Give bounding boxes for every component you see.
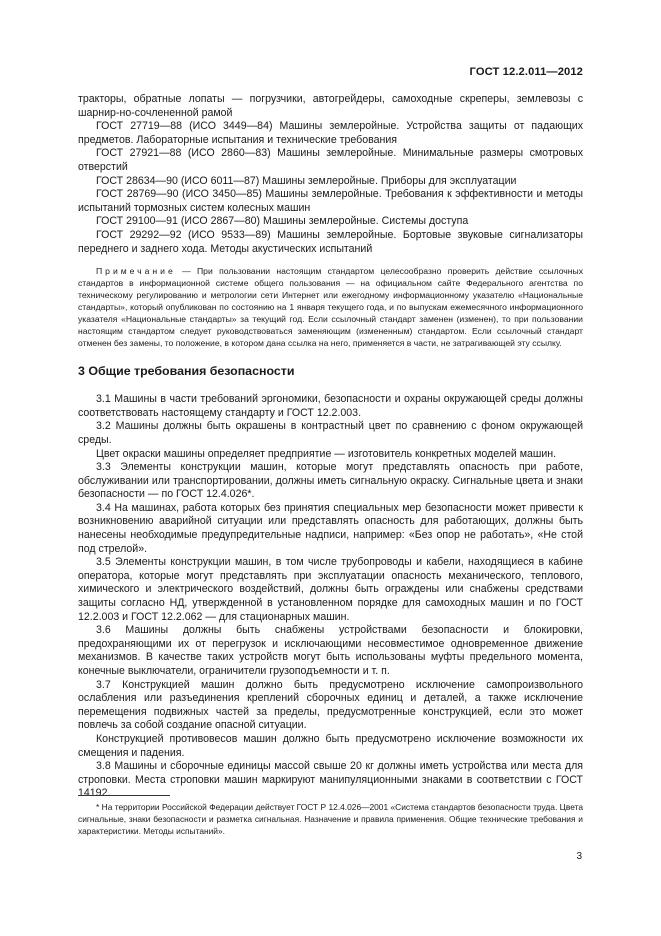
section-paragraph: 3.6 Машины должны быть снабжены устройствами безопасности и блокировки, предохраняющими их от перегрузок и исключающими несовместимое одновременное движение механизмов. В качестве таких устройств могут быть использованы муфты предельного момента, конечные выключатели, ограничители грузоподъемности и т. п. <box>78 624 583 677</box>
reference-item: ГОСТ 27921—88 (ИСО 2860—83) Машины землеройные. Минимальные размеры смотровых отверстий <box>78 147 583 173</box>
reference-item: ГОСТ 29100—91 (ИСО 2867—80) Машины землеройные. Системы доступа <box>96 215 469 228</box>
reference-item: ГОСТ 28769—90 (ИСО 3450—85) Машины землеройные. Требования к эффективности и методы испытаний тормозных систем колесных машин <box>78 188 583 214</box>
section-paragraph: Цвет окраски машины определяет предприятие — изготовитель конкретных моделей машин. <box>96 447 557 460</box>
section-title: 3 Общие требования безопасности <box>78 364 295 379</box>
reference-item: ГОСТ 28634—90 (ИСО 6011—87) Машины землеройные. Приборы для эксплуатации <box>96 174 517 187</box>
reference-continuation: тракторы, обратные лопаты — погрузчики, автогрейдеры, самоходные скреперы, землевозы с шарнир-но-сочлененной рамой <box>78 93 583 119</box>
page-number: 3 <box>576 851 582 862</box>
section-paragraph: 3.7 Конструкцией машин должно быть предусмотрено исключение самопроизвольного ослабления или разъединения креплений сборочных единиц и деталей, а также исключение перемещения подвижных частей за пределы, предусмотренные конструкцией, если это может повлечь за собой создание опасной ситуации. <box>78 678 583 732</box>
page-body <box>78 93 583 801</box>
section-paragraph: 3.5 Элементы конструкции машин, в том числе трубопроводы и кабели, находящиеся в кабине оператора, которые могут представлять при эксплуатации опасность механического, теплового, химического и электрического воздействий, должны быть ограждены или снабжены средствами защиты согласно НД, утвержденной в установленном порядке для самоходных машин и по ГОСТ 12.2.003 и ГОСТ 12.2.062 — для стационарных машин. <box>78 556 583 623</box>
section-paragraph: 3.8 Машины и сборочные единицы массой свыше 20 кг должны иметь устройства или места для строповки. Места строповки машин маркируют манипуляционными знаками в соответствии с ГОСТ 14192. <box>78 760 583 800</box>
document-header: ГОСТ 12.2.011—2012 <box>469 66 583 78</box>
note-label: Примечание <box>96 266 176 277</box>
section-paragraph: 3.2 Машины должны быть окрашены в контрастный цвет по сравнению с фоном окружающей среды. <box>78 420 583 446</box>
section-paragraph: 3.3 Элементы конструкции машин, которые могут представлять опасность при работе, обслуживании или транспортировании, должны иметь сигнальную окраску. Сигнальные цвета и знаки безопасности — по ГОСТ 12.4.026*. <box>78 461 583 501</box>
section-paragraph: 3.4 На машинах, работа которых без принятия специальных мер безопасности может привести к возникновению аварийной ситуации или представлять опасность для работающих, должны быть нанесены необходимые предупредительные надписи, например: «Без опор не работать», «Не стой под стрелой». <box>78 501 583 555</box>
reference-item: ГОСТ 29292—92 (ИСО 9533—89) Машины землеройные. Бортовые звуковые сигнализаторы переднего и заднего хода. Методы акустических испытаний <box>78 228 583 255</box>
footnote: * На территории Российской Федерации действует ГОСТ Р 12.4.026—2001 «Система стандартов безопасности труда. Цвета сигнальные, знаки безопасности и разметка сигнальная. Назначение и правила применения. Общие технические требования и характеристики. Методы испытаний». <box>78 802 583 836</box>
section-paragraph: Конструкцией противовесов машин должно быть предусмотрено исключение возможности их смещения и падения. <box>78 732 583 759</box>
note-paragraph <box>78 265 583 349</box>
reference-item: ГОСТ 27719—88 (ИСО 3449—84) Машины землеройные. Устройства защиты от падающих предметов. Лабораторные испытания и технические требования <box>78 120 583 146</box>
footnote-divider <box>78 795 170 796</box>
section-paragraph: 3.1 Машины в части требований эргономики, безопасности и охраны окружающей среды должны соответствовать настоящему стандарту и ГОСТ 12.2.003. <box>78 393 583 419</box>
note-text: — При пользовании настоящим стандартом целесообразно проверить действие ссылочных стандартов в информационной системе общего пользования — на официальном сайте Федерального агентства по техническому регулированию и метрологии сети Интернет или ежегодному информационному указателю «Национальные стандарты», который опубликован по состоянию на 1 января текущего года, и по выпускам ежемесячного информационного указателя «Национальные стандарты» за текущий год. Если ссылочный стандарт заменен (изменен), то при пользовании настоящим стандартом следует руководствоваться заменяющим (измененным) стандартом. Если ссылочный стандарт отменен без замены, то положение, в котором дана ссылка на него, применяется в части, не затрагивающей эту ссылку. <box>78 266 583 349</box>
